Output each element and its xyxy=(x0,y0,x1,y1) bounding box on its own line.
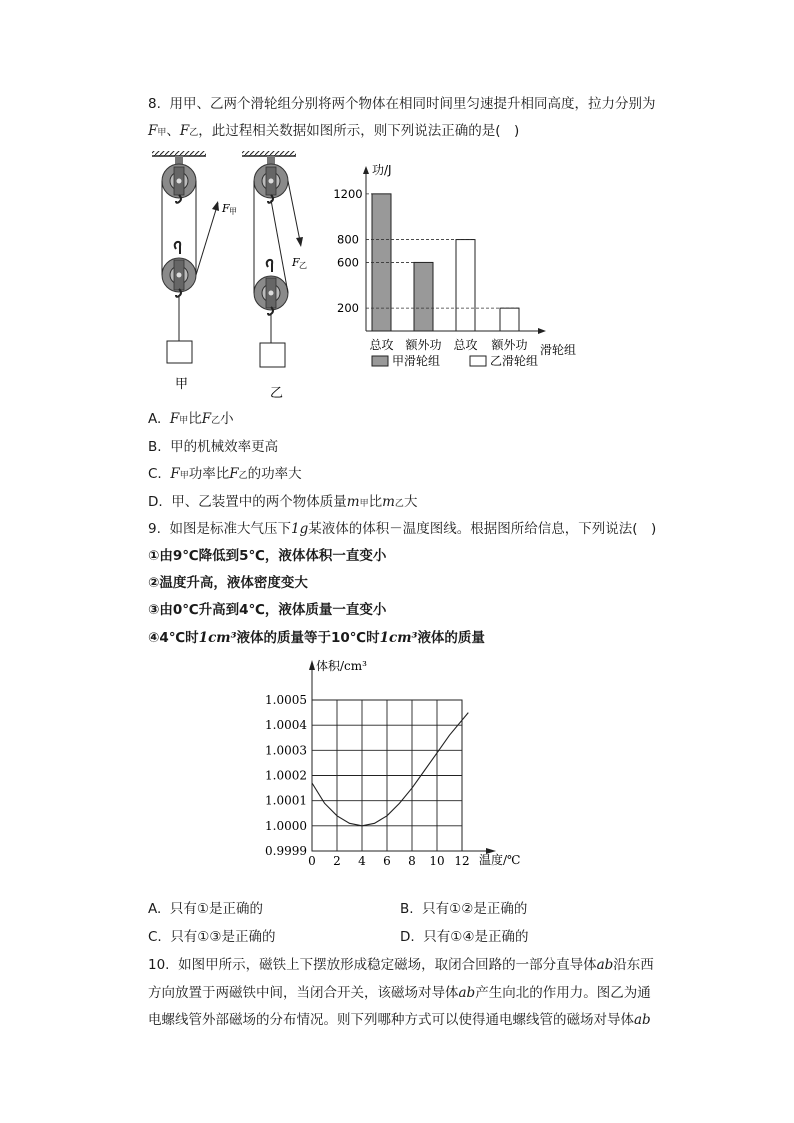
q9-option-c[interactable] xyxy=(148,927,276,947)
opt-c-f2-sub: 乙 xyxy=(238,471,248,481)
bar-category-label: 额外功 xyxy=(491,338,528,352)
option-letter: C. xyxy=(148,466,162,482)
legend-swatch-yi xyxy=(470,356,486,366)
q8-stem-line2: ，此过程相关数据如图所示，则下列说法正确的是( ) xyxy=(198,123,520,139)
q9-option-b[interactable] xyxy=(400,899,527,919)
q9-statement-3: ③由0℃升高到4℃，液体质量一直变小 xyxy=(148,602,387,618)
option-letter: B. xyxy=(148,439,162,455)
opt-d-text3: 大 xyxy=(403,494,418,510)
q9-stem-mass: 1g xyxy=(290,521,309,537)
y-tick-label: 1.0002 xyxy=(265,768,307,783)
ceiling-yi xyxy=(242,151,296,156)
q8-force-yi: F xyxy=(179,123,190,139)
q10-l2a: 方向放置于两磁铁中间，当闭合开关，该磁场对导体 xyxy=(148,985,459,1001)
y-tick-label: 1.0000 xyxy=(265,818,307,833)
bar xyxy=(414,262,433,331)
s4-d: 1cm³ xyxy=(379,630,418,646)
volume-temperature-chart xyxy=(255,650,545,875)
option-letter: A. xyxy=(148,411,162,427)
q9-statement-2: ②温度升高，液体密度变大 xyxy=(148,575,308,591)
q8-option-c[interactable] xyxy=(148,464,302,486)
opt-d-m2: m xyxy=(382,494,395,510)
opt-a-f1-sub: 甲 xyxy=(179,416,189,426)
opt-d-text1: 甲、乙装置中的两个物体质量 xyxy=(171,494,347,510)
bar-category-label: 总攻 xyxy=(453,338,478,352)
label-f-yi-sub: 乙 xyxy=(299,261,307,270)
bar-y-tick-label: 800 xyxy=(337,232,359,247)
label-jia: 甲 xyxy=(175,377,189,392)
q8-line1 xyxy=(148,94,655,114)
arrow-f-yi xyxy=(296,237,303,247)
s4-c: 液体的质量等于10℃时 xyxy=(236,630,380,646)
option-letter: A. xyxy=(148,901,162,917)
q8-force-jia: F xyxy=(148,123,158,139)
pulley-figure xyxy=(140,145,340,405)
q10-ab-1: ab xyxy=(596,957,614,973)
bar xyxy=(456,240,475,331)
y-tick-label: 1.0004 xyxy=(265,718,307,733)
q9-stem xyxy=(148,519,656,539)
opt-c-f1: F xyxy=(170,466,180,482)
q10-number: 10. xyxy=(148,957,170,973)
q8-option-d[interactable] xyxy=(148,492,417,514)
q9-option-d[interactable] xyxy=(400,927,529,947)
label-f-jia: F xyxy=(222,202,230,215)
opt-a-text1: 比 xyxy=(188,411,202,427)
option-text: 只有①④是正确的 xyxy=(423,929,529,945)
fixed-pulley-yi xyxy=(254,156,288,203)
x-tick-label: 4 xyxy=(358,854,366,868)
label-f-jia-sub: 甲 xyxy=(229,207,237,216)
option-text: 只有①是正确的 xyxy=(169,901,263,917)
y-tick-label: 1.0005 xyxy=(265,693,307,707)
q10-line1 xyxy=(148,955,654,975)
legend-swatch-jia xyxy=(372,356,388,366)
option-letter: B. xyxy=(400,901,414,917)
block-yi xyxy=(260,343,285,367)
s4-e: 液体的质量 xyxy=(417,630,485,646)
q8-stem-line1: 用甲、乙两个滑轮组分别将两个物体在相同时间里匀速提升相同高度，拉力分别为 xyxy=(169,96,656,112)
y-axis-arrow xyxy=(309,660,315,670)
y-tick-label: 0.9999 xyxy=(265,844,307,858)
q10-l2b: 产生向北的作用力。图乙为通 xyxy=(475,985,651,1001)
bar-category-label: 额外功 xyxy=(405,338,442,352)
bar-y-label: 功/J xyxy=(372,163,392,177)
opt-a-f2-sub: 乙 xyxy=(211,416,221,426)
opt-d-text2: 比 xyxy=(368,494,383,510)
bar-y-tick-label: 1200 xyxy=(333,186,363,201)
movable-pulley-yi xyxy=(254,260,288,315)
bar-x-label: 滑轮组 xyxy=(540,343,577,357)
x-axis-label: 温度/℃ xyxy=(479,853,521,867)
ceiling-jia xyxy=(152,151,206,156)
arrow-f-jia xyxy=(212,201,219,211)
y-tick-label: 1.0003 xyxy=(265,743,307,758)
x-tick-label: 12 xyxy=(454,854,470,868)
opt-b-text: 甲的机械效率更高 xyxy=(170,439,279,455)
q9-option-a[interactable] xyxy=(148,899,263,919)
q9-number: 9. xyxy=(148,521,161,537)
y-tick-label: 1.0001 xyxy=(265,793,307,808)
q8-force-yi-sub: 乙 xyxy=(189,128,199,138)
q8-number: 8. xyxy=(148,96,161,112)
bar-y-arrow xyxy=(363,166,369,174)
label-yi: 乙 xyxy=(270,386,284,401)
label-f-yi: F xyxy=(292,256,300,269)
opt-c-f1-sub: 甲 xyxy=(179,471,189,481)
x-tick-label: 6 xyxy=(383,854,391,868)
bar xyxy=(500,308,519,331)
option-letter: D. xyxy=(400,929,415,945)
opt-a-f2: F xyxy=(201,411,212,427)
x-tick-label: 0 xyxy=(308,854,316,868)
movable-pulley-jia xyxy=(162,242,196,297)
option-letter: D. xyxy=(148,494,163,510)
q9-statement-1: ①由9℃降低到5℃，液体体积一直变小 xyxy=(148,548,387,564)
x-tick-label: 2 xyxy=(333,854,341,868)
x-tick-label: 8 xyxy=(408,854,416,868)
s4-b: 1cm³ xyxy=(198,630,237,646)
q10-l1b: 沿东西 xyxy=(613,957,654,973)
q8-force-jia-sub: 甲 xyxy=(157,128,167,138)
fixed-pulley-jia xyxy=(162,156,196,203)
opt-d-m1-sub: 甲 xyxy=(359,499,369,509)
q10-ab-2: ab xyxy=(458,985,476,1001)
opt-d-m1: m xyxy=(346,494,360,510)
s4-a: ④4℃时 xyxy=(148,630,199,646)
opt-d-m2-sub: 乙 xyxy=(394,499,404,509)
opt-a-f1: F xyxy=(169,411,180,427)
q8-option-a[interactable] xyxy=(148,409,234,431)
work-bar-chart xyxy=(318,160,598,385)
volume-curve xyxy=(312,713,468,826)
q9-stem-a: 如图是标准大气压下 xyxy=(169,521,291,537)
bar-x-arrow xyxy=(538,328,546,334)
option-text: 只有①③是正确的 xyxy=(170,929,276,945)
bar-y-tick-label: 200 xyxy=(337,301,359,316)
q10-l1a: 如图甲所示，磁铁上下摆放形成稳定磁场，取闭合回路的一部分直导体 xyxy=(178,957,597,973)
q10-line2 xyxy=(148,983,651,1003)
x-tick-label: 10 xyxy=(429,854,445,868)
opt-c-f2: F xyxy=(229,466,239,482)
opt-c-text2: 的功率大 xyxy=(247,466,302,482)
q9-statement-4 xyxy=(148,628,485,648)
q9-stem-b: 某液体的体积－温度图线。根据图所给信息，下列说法( ) xyxy=(308,521,657,537)
q8-line2 xyxy=(148,121,519,143)
q8-sep: 、 xyxy=(166,123,180,139)
bar-y-tick-label: 600 xyxy=(337,255,359,270)
q10-l3: 电螺线管外部磁场的分布情况。则下列哪种方式可以使得通电螺线管的磁场对导体 xyxy=(148,1012,634,1028)
opt-c-text1: 功率比 xyxy=(188,466,230,482)
option-text: 只有①②是正确的 xyxy=(422,901,528,917)
q10-ab-3: ab xyxy=(634,1012,651,1028)
option-letter: C. xyxy=(148,929,162,945)
opt-a-text2: 小 xyxy=(220,411,234,427)
q8-option-b[interactable] xyxy=(148,437,278,457)
legend-label-yi: 乙滑轮组 xyxy=(490,354,539,368)
q10-line3 xyxy=(148,1010,651,1030)
block-jia xyxy=(167,341,192,363)
bar-category-label: 总攻 xyxy=(369,338,394,352)
legend-label-jia: 甲滑轮组 xyxy=(392,354,441,368)
y-axis-label: 体积/cm³ xyxy=(316,659,367,673)
